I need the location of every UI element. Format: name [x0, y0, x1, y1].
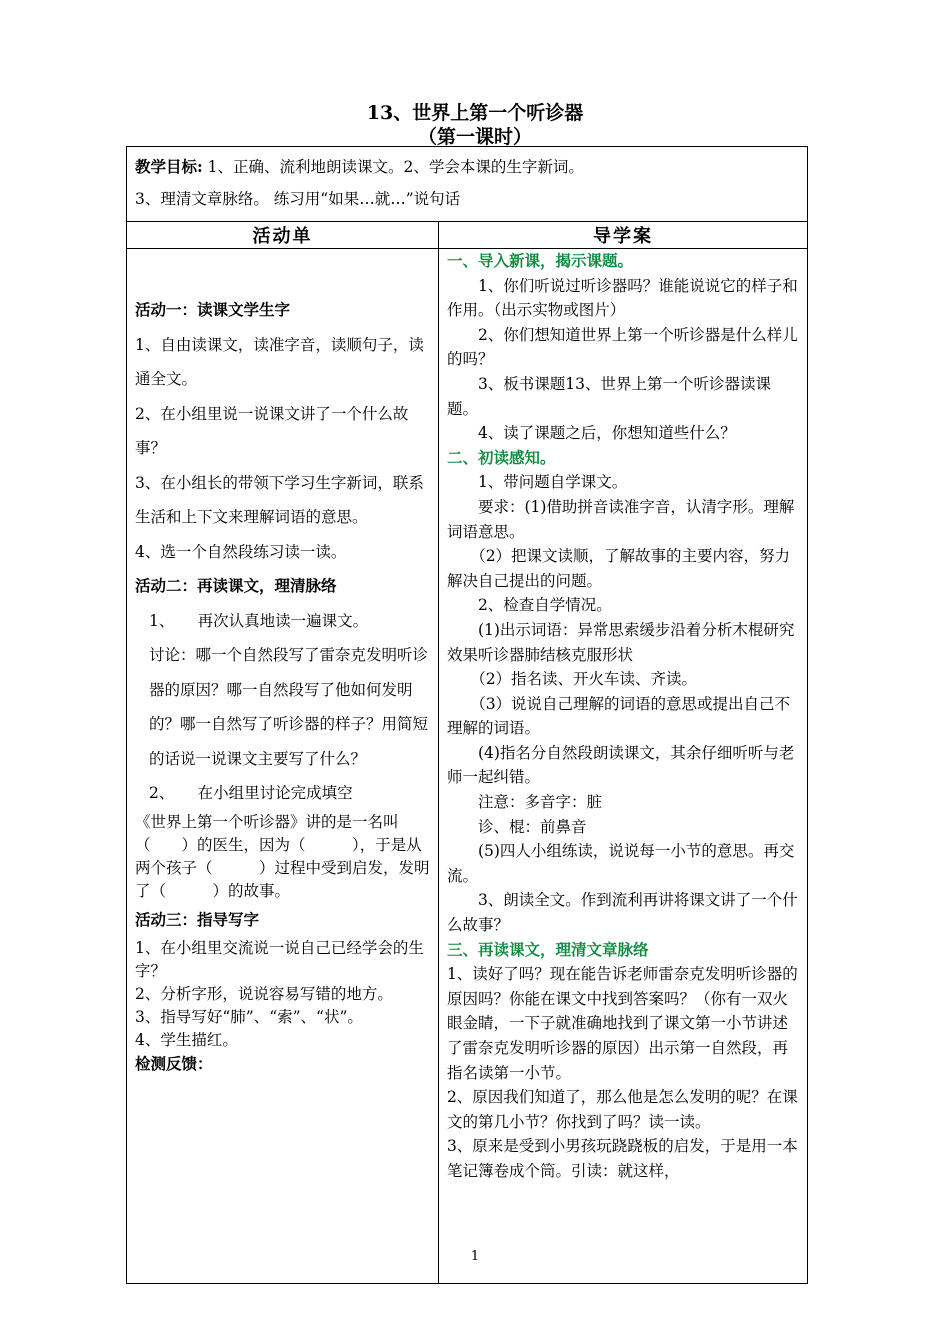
- activity-paragraph: 活动二：再读课文，理清脉络: [135, 576, 337, 595]
- activity-paragraph: 4、学生描红。: [135, 1031, 238, 1049]
- guide-paragraph: 3、板书课题13、世界上第一个听诊器读课题。: [446, 374, 772, 418]
- activity-paragraph: 1、在小组里交流说一说自己已经学会的生字？: [135, 939, 424, 980]
- guide-paragraph: 一、导入新课，揭示课题。: [446, 251, 633, 270]
- guide-paragraph: (4)指名分自然段朗读课文，其余仔细听听与老师一起纠错。: [446, 743, 795, 787]
- study-guide-header: 导学案: [438, 222, 807, 249]
- guide-paragraph: （3）说说自己理解的词语的意思或提出自己不理解的词语。: [446, 694, 791, 738]
- activity-paragraph: 3、指导写好“肺”、“索”、“状”。: [135, 1008, 363, 1026]
- activity-paragraph: 1、 再次认真地读一遍课文。: [149, 611, 369, 630]
- activity-paragraph: 检测反馈：: [135, 1054, 213, 1073]
- activity-paragraph: 《世界上第一个听诊器》讲的是一名叫（ ）的医生，因为（ ），于是从两个孩子（ ）过程中受到启发，发明了（ ）的故事。: [135, 812, 430, 900]
- lesson-title: 13、世界上第一个听诊器: [366, 102, 584, 124]
- guide-paragraph: 二、初读感知。: [446, 447, 556, 467]
- goals-line-2: 3、理清文章脉络。 练习用“如果…就…”说句话: [135, 190, 461, 208]
- page-number: 1: [470, 1249, 480, 1264]
- guide-paragraph: 2、你们想知道世界上第一个听诊器是什么样儿的吗？: [446, 325, 798, 369]
- activity-paragraph: 2、分析字形，说说容易写错的地方。: [135, 985, 393, 1003]
- guide-paragraph: 3、朗读全文。作到流利再讲将课文讲了一个什么故事？: [446, 891, 798, 935]
- guide-paragraph: 1、你们听说过听诊器吗？谁能说说它的样子和作用。（出示实物或图片）: [446, 276, 798, 320]
- guide-paragraph: 1、带问题自学课文。: [477, 473, 628, 492]
- guide-paragraph: 4、读了课题之后，你想知道些什么？: [477, 424, 736, 443]
- guide-paragraph: 1、读好了吗？现在能告诉老师雷奈克发明听诊器的原因吗？你能在课文中找到答案吗？（你有一双火眼金睛，一下子就准确地找到了课文第一小节讲述了雷奈克发明听诊器的原因）出示第一自然段，再指名读第一小节。: [446, 965, 798, 1082]
- activity-paragraph: 3、在小组长的带领下学习生字新词，联系生活和上下文来理解词语的意思。: [135, 473, 424, 526]
- activity-paragraph: 1、自由读课文，读准字音，读顺句子，读通全文。: [135, 335, 424, 388]
- goals-label: 教学目标:: [135, 157, 203, 176]
- activity-sheet-column: [127, 249, 439, 1284]
- guide-paragraph: 诊、棍：前鼻音: [477, 817, 587, 836]
- guide-paragraph: （2）指名读、开火车读、齐读。: [470, 670, 698, 689]
- activity-paragraph: 2、在小组里说一说课文讲了一个什么故事？: [135, 404, 409, 457]
- guide-paragraph: （2）把课文读顺，了解故事的主要内容，努力解决自己提出的问题。: [446, 547, 791, 590]
- activity-paragraph: 活动三：指导写字: [135, 909, 260, 929]
- guide-paragraph: 注意：多音字：脏: [477, 793, 602, 812]
- guide-paragraph: 要求：(1)借助拼音读准字音，认清字形。理解词语意思。: [446, 497, 795, 541]
- guide-paragraph: (1)出示词语：异常思索缓步沿着分析木棍研究效果听诊器肺结核克服形状: [446, 620, 795, 664]
- activity-paragraph: 讨论：哪一个自然段写了雷奈克发明听诊器的原因？哪一自然段写了他如何发明的？哪一自然写了听诊器的样子？用简短的话说一说课文主要写了什么？: [149, 646, 429, 768]
- activity-sheet-header: 活动单: [127, 222, 439, 249]
- guide-paragraph: 3、原来是受到小男孩玩跷跷板的启发，于是用一本笔记簿卷成个筒。引读：就这样，: [446, 1137, 798, 1180]
- teaching-goals-cell: [127, 147, 808, 222]
- activity-paragraph: 活动一：读课文学生字: [135, 300, 291, 319]
- study-guide-column: [438, 249, 807, 1284]
- guide-paragraph: (5)四人小组练读，说说每一小节的意思。再交流。: [446, 842, 795, 885]
- guide-paragraph: 2、原因我们知道了，那么他是怎么发明的呢？在课文的第几小节？你找到了吗？读一读。: [446, 1088, 798, 1131]
- activity-paragraph: 2、 在小组里讨论完成填空: [149, 784, 353, 802]
- guide-paragraph: 三、再读课文，理清文章脉络: [446, 939, 649, 959]
- guide-paragraph: 2、检查自学情况。: [477, 596, 612, 615]
- activity-paragraph: 4、选一个自然段练习读一读。: [135, 542, 347, 561]
- lesson-subtitle: （第一课时）: [417, 126, 532, 148]
- goals-line-1: 1、正确、流利地朗读课文。2、学会本课的生字新词。: [202, 158, 584, 176]
- lesson-plan-table: [126, 146, 808, 1284]
